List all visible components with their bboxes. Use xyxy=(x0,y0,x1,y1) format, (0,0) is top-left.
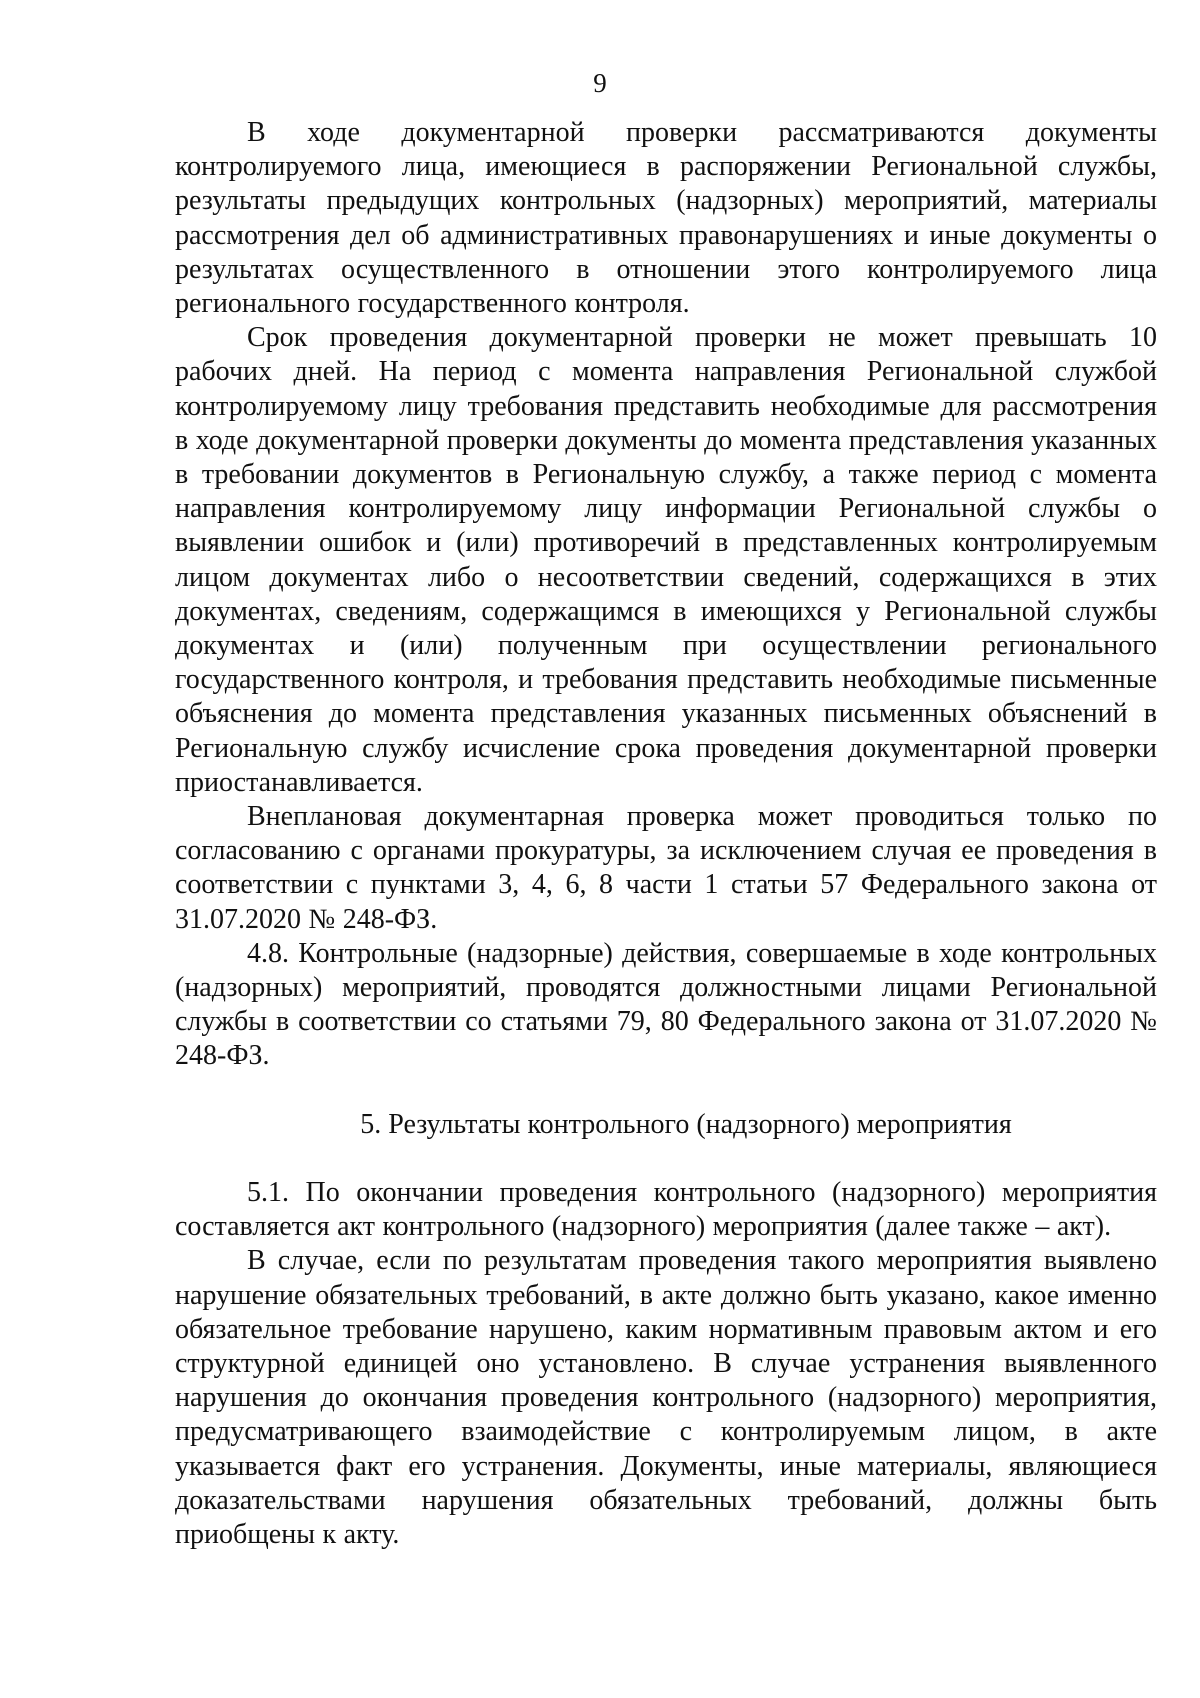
paragraph-documentary-check-scope: В ходе документарной проверки рассматриваются документы контролируемого лица, имеющиеся в распоряжении Региональной службы, результаты предыдущих контрольных (надзорных) мероприятий, материалы рассмотрения дел об административных правонарушениях и иные документы о результатах осуществленного в отношении этого контролируемого лица регионального государственного контроля. xyxy=(175,117,1157,320)
paragraph-5-1-act: 5.1. По окончании проведения контрольного (надзорного) мероприятия составляется акт контрольного (надзорного) мероприятия (далее также – акт). xyxy=(175,1176,1157,1243)
paragraph-documentary-check-term: Срок проведения документарной проверки не может превышать 10 рабочих дней. На период с момента направления Региональной службой контролируемому лицу требования представить необходимые для рассмотрения в ходе документарной проверки документы до момента представления указанных в требовании документов в Региональную службу, а также период с момента направления контролируемому лицу информации Региональной службы о выявлении ошибок и (или) противоречий в представленных контролируемым лицом документах либо о несоответствии сведений, содержащихся в этих документах, сведениям, содержащимся в имеющихся у Региональной службы документах и (или) полученным при осуществлении регионального государственного контроля, и требования представить необходимые письменные объяснения до момента представления указанных письменных объяснений в Региональную службу исчисление срока проведения документарной проверки приостанавливается. xyxy=(175,322,1157,798)
page-number: 9 xyxy=(593,68,607,98)
section-heading-5: 5. Результаты контрольного (надзорного) мероприятия xyxy=(360,1108,1012,1140)
document-body xyxy=(175,116,1157,1552)
paragraph-violation-act-content: В случае, если по результатам проведения такого мероприятия выявлено нарушение обязательных требований, в акте должно быть указано, какое именно обязательное требование нарушено, каким нормативным правовым актом и его структурной единицей оно установлено. В случае устранения выявленного нарушения до окончания проведения контрольного (надзорного) мероприятия, предусматривающего взаимодействие с контролируемым лицом, в акте указывается факт его устранения. Документы, иные материалы, являющиеся доказательствами нарушения обязательных требований, должны быть приобщены к акту. xyxy=(175,1245,1157,1550)
paragraph-unscheduled-check: Внеплановая документарная проверка может проводиться только по согласованию с органами прокуратуры, за исключением случая ее проведения в соответствии с пунктами 3, 4, 6, 8 части 1 статьи 57 Федерального закона от 31.07.2020 № 248-ФЗ. xyxy=(175,801,1157,935)
paragraph-4-8-control-actions: 4.8. Контрольные (надзорные) действия, совершаемые в ходе контрольных (надзорных) мероприятий, проводятся должностными лицами Региональной службы в соответствии со статьями 79, 80 Федерального закона от 31.07.2020 № 248-ФЗ. xyxy=(175,937,1157,1072)
